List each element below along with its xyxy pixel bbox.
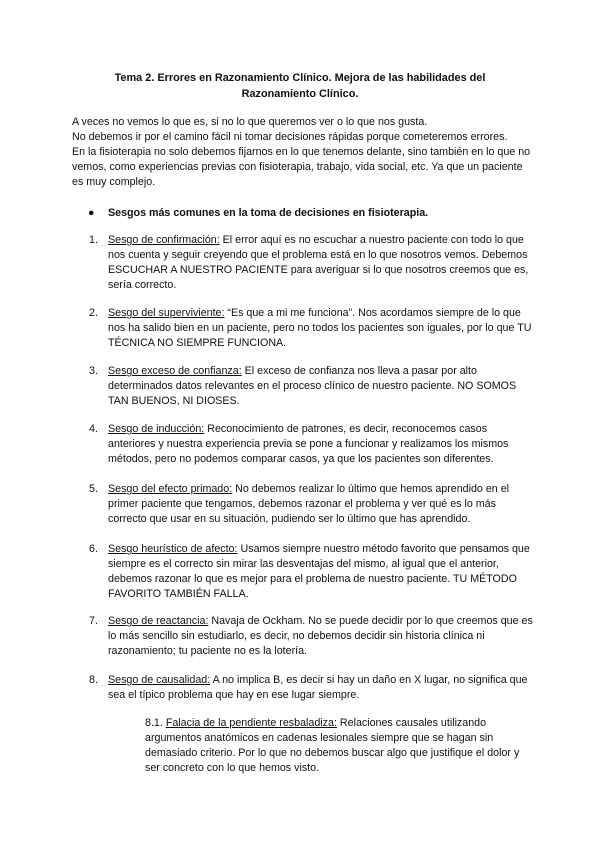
list-item-body xyxy=(108,422,534,467)
list-item-body xyxy=(108,673,534,703)
list-item-body xyxy=(108,482,534,527)
sub-list-item xyxy=(145,716,530,776)
list-item-body xyxy=(108,233,534,293)
list-item-text: El exceso de confianza nos lleva a pasar por alto determinados datos relevantes en el proceso clínico de nuestro paciente. NO SOMOS TAN BUENOS, NI DIOSES. xyxy=(108,365,517,407)
list-item-text: Usamos siempre nuestro método favorito que pensamos que siempre es el correcto sin mirar las desventajas del mismo, al igual que el anterior, debemos razonar lo que es mejor para el problema de nuestro paciente. TU MÉTODO FAVORITO TAMBIÉN FALLA. xyxy=(108,543,530,600)
intro-line: No debemos ir por el camino fácil ni tomar decisiones rápidas porque cometeremos errores. xyxy=(72,131,508,143)
title-line-1: Tema 2. Errores en Razonamiento Clínico. Mejora de las habilidades del xyxy=(114,72,486,84)
intro-line: A veces no vemos lo que es, si no lo que queremos ver o lo que nos gusta. xyxy=(72,116,428,128)
list-item-term: Sesgo exceso de confianza: xyxy=(108,365,242,377)
list-item-term: Sesgo del efecto primado: xyxy=(108,483,233,495)
document-title xyxy=(90,70,510,102)
list-item-term: Sesgo de reactancia: xyxy=(108,615,209,627)
intro-paragraph xyxy=(72,115,532,190)
list-item-text: Reconocimiento de patrones, es decir, reconocemos casos anteriores y nuestra experiencia previa se pone a funcionar y realizamos los mismos métodos, pero no podemos comparar casos, ya que los pacientes son diferentes. xyxy=(108,423,509,465)
list-item-term: Sesgo del superviviente: xyxy=(108,307,225,319)
list-item-term: Sesgo de confirmación: xyxy=(108,234,220,246)
list-item-body xyxy=(108,542,534,602)
list-item-text: “Es que a mi me funciona”. Nos acordamos siempre de lo que nos ha salido bien en un paciente, pero no todos los pacientes son iguales, por lo que TU TÉCNICA NO SIEMPRE FUNCIONA. xyxy=(108,307,532,349)
section-heading: Sesgos más comunes en la toma de decisiones en fisioterapia. xyxy=(108,207,429,219)
list-item-text: A no implica B, es decir si hay un daño en X lugar, no significa que sea el típico problema que hay en ese lugar siempre. xyxy=(108,674,528,701)
list-item-number: 7. xyxy=(89,615,98,627)
list-item-number: 4. xyxy=(89,423,98,435)
sub-list-item-term: Falacia de la pendiente resbaladiza: xyxy=(165,717,337,729)
list-item-number: 1. xyxy=(89,234,98,246)
list-item-number: 3. xyxy=(89,365,98,377)
list-item-body xyxy=(108,614,534,659)
sub-list-item-text: Relaciones causales utilizando argumentos anatómicos en cadenas lesionales siempre que se hagan sin demasiado criterio. Por lo que no debemos buscar algo que justifique el dolor y ser concreto con lo que hemos visto. xyxy=(145,717,520,774)
list-item-term: Sesgo de inducción: xyxy=(108,423,205,435)
sub-list-item-number: 8.1. xyxy=(145,717,163,729)
list-item-body xyxy=(108,306,534,351)
list-item-number: 5. xyxy=(89,483,98,495)
list-item-number: 8. xyxy=(89,674,98,686)
list-item-number: 2. xyxy=(89,307,98,319)
title-line-2: Razonamiento Clínico. xyxy=(241,88,359,100)
list-item-number: 6. xyxy=(89,543,98,555)
section-heading-bullet xyxy=(88,206,528,221)
list-item-term: Sesgo de causalidad: xyxy=(108,674,211,686)
bullet-icon: ● xyxy=(88,207,95,219)
list-item-text: No debemos realizar lo último que hemos aprendido en el primer paciente que tengamos, debemos razonar el problema y ver qué es lo más correcto que usar en su situación, pudiendo ser lo último que has aprendido. xyxy=(108,483,510,525)
list-item-term: Sesgo heurístico de afecto: xyxy=(108,543,238,555)
intro-line: En la fisioterapia no solo debemos fijarnos en lo que tenemos delante, sino también en lo que no vemos, como experiencias previas con fisioterapia, trabajo, vida social, etc. Ya que un paciente es muy complejo. xyxy=(72,146,531,188)
list-item-text: Navaja de Ockham. No se puede decidir por lo que creemos que es lo más sencillo sin estudiarlo, es decir, no debemos decidir sin historia clínica ni razonamiento; tu paciente no es la lotería. xyxy=(108,615,533,657)
list-item-body xyxy=(108,364,534,409)
list-item-text: El error aquí es no escuchar a nuestro paciente con todo lo que nos cuenta y seguir creyendo que el problema está en lo que nosotros vemos. Debemos ESCUCHAR A NUESTRO PACIENTE para averiguar si lo que nosotros creemos que es, sería correcto. xyxy=(108,234,529,291)
